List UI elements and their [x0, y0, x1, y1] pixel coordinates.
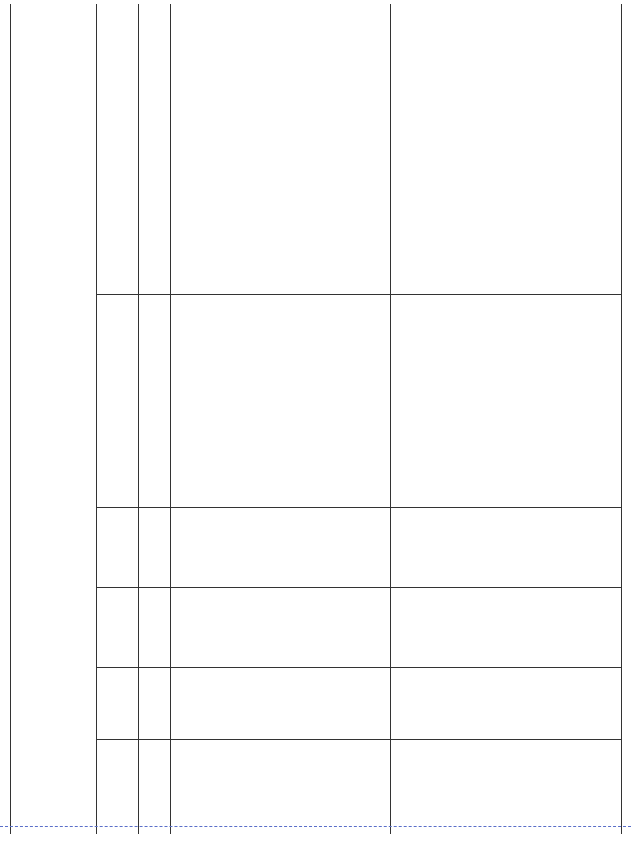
group-divider: [96, 587, 622, 588]
table-col-divider-items: [390, 4, 391, 834]
table-col-divider-no: [138, 4, 139, 834]
group-divider: [96, 739, 622, 740]
qualification-table: [10, 4, 622, 834]
page-left-border: [10, 4, 11, 834]
group-divider: [96, 667, 622, 668]
table-col-divider-cat: [170, 4, 171, 834]
group-divider: [96, 294, 622, 295]
table-left-border: [96, 4, 97, 834]
page-break-dashed-line: [0, 826, 631, 827]
group-divider: [96, 507, 622, 508]
table-right-border: [621, 4, 622, 834]
